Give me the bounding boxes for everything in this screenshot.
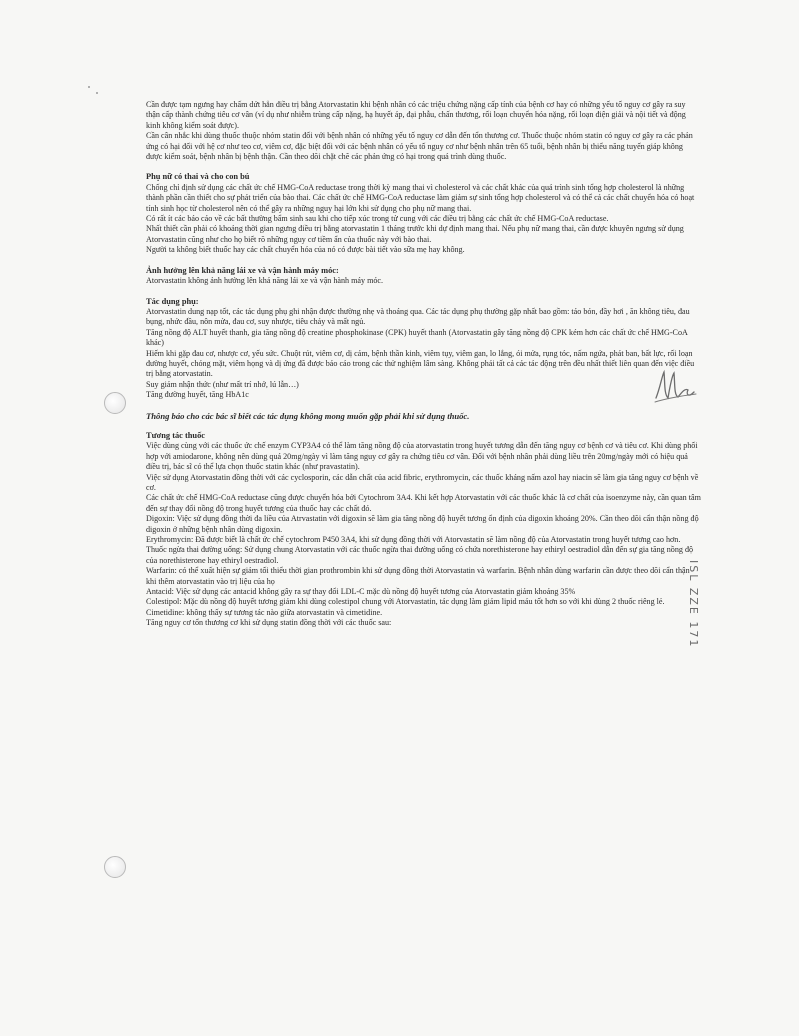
paragraph: Các chất ức chế HMG-CoA reductase cũng được chuyển hóa bởi Cytochrom 3A4. Khi kết hợp Atorvastatin với các thuốc khác là cơ chất của isoenzyme này, cần quan tâm đến sự thay đổi nồng độ trong huyết tương của thuốc hay các chất đó. bbox=[146, 493, 701, 513]
section-heading-pregnancy: Phụ nữ có thai và cho con bú bbox=[146, 172, 250, 182]
paragraph: Warfarin: có thể xuất hiện sự giảm tối thiểu thời gian prothrombin khi sử dụng đồng thời Atorvastatin và warfarin. Bệnh nhân dùng warfarin cần được theo dõi cẩn thận khi thêm atorvastatin vào trị liệu của họ bbox=[146, 566, 690, 586]
paragraph: Atorvastatin không ảnh hưởng lên khả năng lái xe và vận hành máy móc. bbox=[146, 276, 384, 286]
paragraph: Nhất thiết cần phải có khoảng thời gian ngưng điều trị bằng atorvastatin 1 tháng trước khi dự định mang thai. Nếu phụ nữ mang thai, cần được khuyên ngưng sử dụng Atorvastatin cũng như cho họ biết rõ những nguy cơ tiềm ẩn của thuốc này với bào thai. bbox=[146, 224, 684, 244]
paragraph: Digoxin: Việc sử dụng đồng thời đa liều của Atrvastatin với digoxin sẽ làm gia tăng nồng độ huyết tương ổn định của digoxin khoảng 20%. Cần theo dõi cẩn thận nồng độ digoxin ở những bệnh nhân dùng digoxin. bbox=[146, 514, 699, 534]
paragraph: Colestipol: Mặc dù nồng độ huyết tương giảm khi dùng colestipol chung với Atorvastatin, tác dụng làm giảm lipid máu tốt hơn so với khi dùng 2 thuốc riêng lẻ. bbox=[146, 597, 665, 607]
paragraph: Chống chỉ định sử dụng các chất ức chế HMG-CoA reductase trong thời kỳ mang thai vì cholesterol và các chất khác của quá trình sinh tổng hợp cholesterol là những thành phần cần thiết cho sự phát triển của bào thai. Các chất ức chế HMG-CoA reductase làm giảm sự sinh tổng hợp cholesterol và có thể cả các chất chuyển hóa có hoạt tính sinh học từ cholesterol nên có thể gây ra những nguy hại lớn khi sử dụng cho phụ nữ mang thai. bbox=[146, 182, 695, 213]
paragraph: Antacid: Việc sử dụng các antacid không gây ra sự thay đổi LDL-C mặc dù nồng độ huyết tương của Atorvastatin giảm khoảng 35% bbox=[146, 587, 576, 597]
paragraph: Việc sử dụng Atorvastatin đồng thời với các cyclosporin, các dẫn chất của acid fibric, erythromycin, các thuốc kháng nấm azol hay niacin sẽ làm gia tăng nguy cơ bệnh về cơ. bbox=[146, 472, 699, 492]
scan-speck bbox=[88, 86, 90, 88]
section-heading-interactions: Tương tác thuốc bbox=[146, 430, 205, 440]
paragraph: Tăng đường huyết, tăng HbA1c bbox=[146, 390, 249, 400]
document-body bbox=[146, 100, 701, 629]
adverse-effect-notice: Thông báo cho các bác sĩ biết các tác dụng không mong muốn gặp phải khi sử dụng thuốc. bbox=[146, 410, 470, 421]
punch-hole bbox=[104, 856, 126, 878]
paragraph: Tăng nguy cơ tổn thương cơ khi sử dụng statin đồng thời với các thuốc sau: bbox=[146, 618, 392, 628]
paragraph: Việc dùng cùng với các thuốc ức chế enzym CYP3A4 có thể làm tăng nồng độ của atorvastatin trong huyết tương dẫn đến tăng nguy cơ bệnh cơ và tiêu cơ. Khi dùng phối hợp với amiodarone, không nên dùng quá 20mg/ngày vì làm tăng nguy cơ gây ra chứng tiêu cơ vân. Đối với bệnh nhân phải dùng liều trên 20mg/ngày mới có hiệu quả điều trị, bác sĩ có thể lựa chọn thuốc statin khác (như pravastatin). bbox=[146, 441, 698, 472]
paragraph: Erythromycin: Đã được biết là chất ức chế cytochrom P450 3A4, khi sử dụng đồng thời với Atorvastatin sẽ làm nồng độ của Atorvastatin trong huyết tương cao hơn. bbox=[146, 535, 681, 545]
paragraph: Có rất ít các báo cáo về các bất thường bẩm sinh sau khi cho tiếp xúc trong tử cung với các điều trị bằng các chất ức chế HMG-CoA reductase. bbox=[146, 214, 609, 224]
paragraph: Người ta không biết thuốc hay các chất chuyển hóa của nó có được bài tiết vào sữa mẹ hay không. bbox=[146, 245, 465, 255]
paragraph: Atorvastatin dung nạp tốt, các tác dụng phụ ghi nhận được thường nhẹ và thoáng qua. Các tác dụng phụ thường gặp nhất bao gồm: táo bón, đầy hơi , ăn không tiêu, đau bụng, nhức đầu, nôn mửa, đau cơ, suy nhược, tiêu chảy và mất ngủ. bbox=[146, 306, 690, 327]
paragraph: Cần cân nhắc khi dùng thuốc thuộc nhóm statin đối với bệnh nhân có những yếu tố nguy cơ dẫn đến tổn thương cơ. Thuốc thuộc nhóm statin có nguy cơ gây ra các phản ứng có hại đối với hệ cơ như teo cơ, viêm cơ, đặc biệt đối với các bệnh nhân có yếu tố nguy cơ như bệnh nhân trên 65 tuổi, bệnh nhân bị thiểu năng tuyến giáp không được kiểm soát, bệnh nhân bị bệnh thận. Cần theo dõi chặt chẽ các phản ứng có hại trong quá trình dùng thuốc. bbox=[146, 131, 693, 162]
section-heading-side-effects: Tác dụng phụ: bbox=[146, 296, 199, 306]
section-heading-driving: Ảnh hưởng lên khả năng lái xe và vận hành máy móc: bbox=[146, 265, 339, 275]
punch-hole bbox=[104, 392, 126, 414]
paragraph: Thuốc ngừa thai đường uống: Sử dụng chung Atorvastatin với các thuốc ngừa thai đường uống có chứa norethisterone hay ethiryl oestradiol dẫn đến sự gia tăng nồng độ của norethisterone hay ethiryl oestradiol. bbox=[146, 545, 694, 565]
paragraph: Suy giảm nhận thức (như mất trí nhớ, lú lẫn…) bbox=[146, 379, 299, 389]
scan-speck bbox=[96, 92, 98, 94]
paragraph: Cần được tạm ngưng hay chấm dứt hẳn điều trị bằng Atorvastatin khi bệnh nhân có các triệu chứng nặng cấp tính của bệnh cơ hay có những yếu tố nguy cơ gây ra suy thận cấp thành chứng tiêu cơ vân (ví dụ như nhiễm trùng cấp nặng, hạ huyết áp, đại phẫu, chấn thương, rối loạn chuyển hóa nặng, rối loạn điện giải và nội tiết và động kinh không kiểm soát được). bbox=[146, 100, 686, 130]
margin-stamp: ISL ZZE 171 bbox=[687, 560, 700, 649]
paragraph: Cimetidine: không thấy sự tương tác nào giữa atorvastatin và cimetidine. bbox=[146, 607, 383, 617]
paragraph: Hiếm khi gặp đau cơ, nhược cơ, yếu sức. Chuột rút, viêm cơ, dị cảm, bệnh thần kinh, viêm tụy, viêm gan, lo lắng, ói mửa, rụng tóc, nấm ngứa, phát ban, bất lực, rối loạn đường huyết, chóng mặt, viêm họng và dị ứng đã được báo cáo trong các thử nghiệm lâm sàng. Không phải tất cả các tác động trên đều nhất thiết liên quan đến việc điều trị bằng atorvastatin. bbox=[146, 348, 695, 379]
paragraph: Tăng nồng độ ALT huyết thanh, gia tăng nồng độ creatine phosphokinase (CPK) huyết thanh (Atorvastatin gây tăng nồng độ CPK kém hơn các chất ức chế HMG-CoA khác) bbox=[146, 327, 688, 348]
